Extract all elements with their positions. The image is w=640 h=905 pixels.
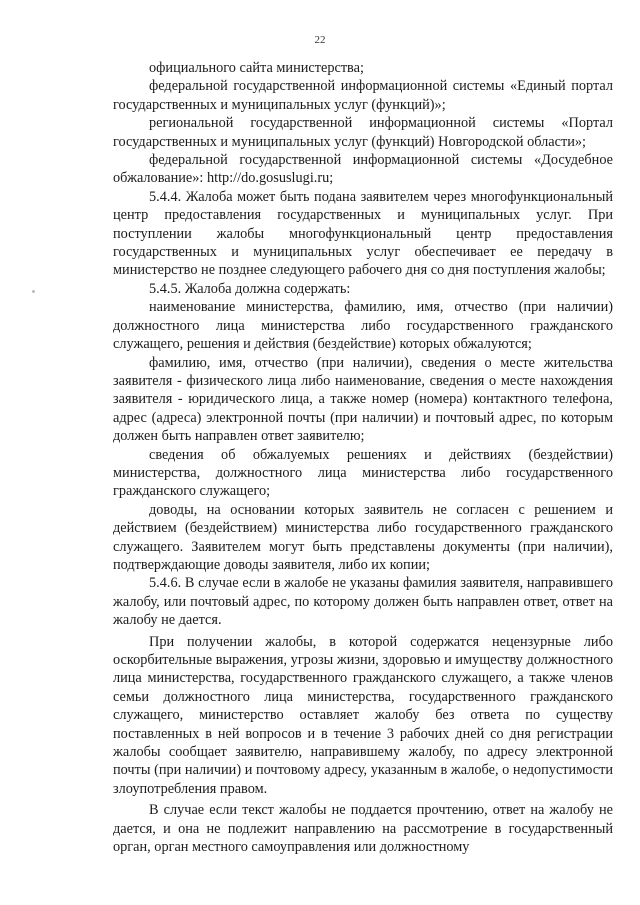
paragraph: федеральной государственной информационной системы «Единый портал государственных и муниципальных услуг (функций)»; [113, 78, 613, 113]
paragraph: При получении жалобы, в которой содержатся нецензурные либо оскорбительные выражения, угрозы жизни, здоровью и имуществу должностного лица министерства, государственного гражданского служащего, а также членов семьи должностного лица министерства, государственного гражданского служащего, министерство оставляет жалобу без ответа по существу поставленных в ней вопросов и в течение 3 рабочих дней со дня регистрации жалобы сообщает заявителю, направившему жалобу, по адресу электронной почты (при наличии) и почтовому адресу, указанным в жалобе, о недопустимости злоупотребления правом. [113, 633, 613, 797]
page-number: 22 [314, 34, 326, 46]
paragraph: сведения об обжалуемых решениях и действиях (бездействии) министерства, должностного лица министерства либо государственного гражданского служащего; [113, 446, 613, 500]
paragraph: доводы, на основании которых заявитель не согласен с решением и действием (бездействием) министерства либо государственного гражданского служащего. Заявителем могут быть представлены документы (при наличии), подтверждающие доводы заявителя, либо их копии; [113, 501, 613, 573]
document-body [113, 59, 613, 856]
paragraph: 5.4.5. Жалоба должна содержать: [149, 280, 351, 297]
scan-artifact [32, 290, 35, 293]
paragraph: фамилию, имя, отчество (при наличии), сведения о месте жительства заявителя - физического лица либо наименование, сведения о месте нахождения заявителя - юридического лица, а также номер (номера) контактного телефона, адрес (адреса) электронной почты (при наличии) и почтовый адрес, по которым должен быть направлен ответ заявителю; [113, 354, 613, 445]
paragraph: официального сайта министерства; [149, 60, 364, 76]
paragraph: федеральной государственной информационной системы «Досудебное обжалование»: http://do.gosuslugi.ru; [113, 152, 613, 187]
paragraph: 5.4.6. В случае если в жалобе не указаны фамилия заявителя, направившего жалобу, или почтовый адрес, по которому должен быть направлен ответ, ответ на жалобу не дается. [113, 575, 613, 629]
paragraph: наименование министерства, фамилию, имя, отчество (при наличии) должностного лица министерства либо государственного гражданского служащего, решения и действия (бездействие) которых обжалуются; [113, 299, 613, 353]
paragraph: региональной государственной информационной системы «Портал государственных и муниципальных услуг (функций) Новгородской области»; [113, 115, 613, 150]
paragraph: 5.4.4. Жалоба может быть подана заявителем через многофункциональный центр предоставления государственных и муниципальных услуг. При поступлении жалобы многофункциональный центр предоставления государственных и муниципальных услуг обеспечивает ее передачу в министерство не позднее следующего рабочего дня со дня поступления жалобы; [113, 188, 613, 279]
paragraph: В случае если текст жалобы не поддается прочтению, ответ на жалобу не дается, и она не подлежит направлению на рассмотрение в государственный орган, орган местного самоуправления или должностному [113, 802, 613, 856]
